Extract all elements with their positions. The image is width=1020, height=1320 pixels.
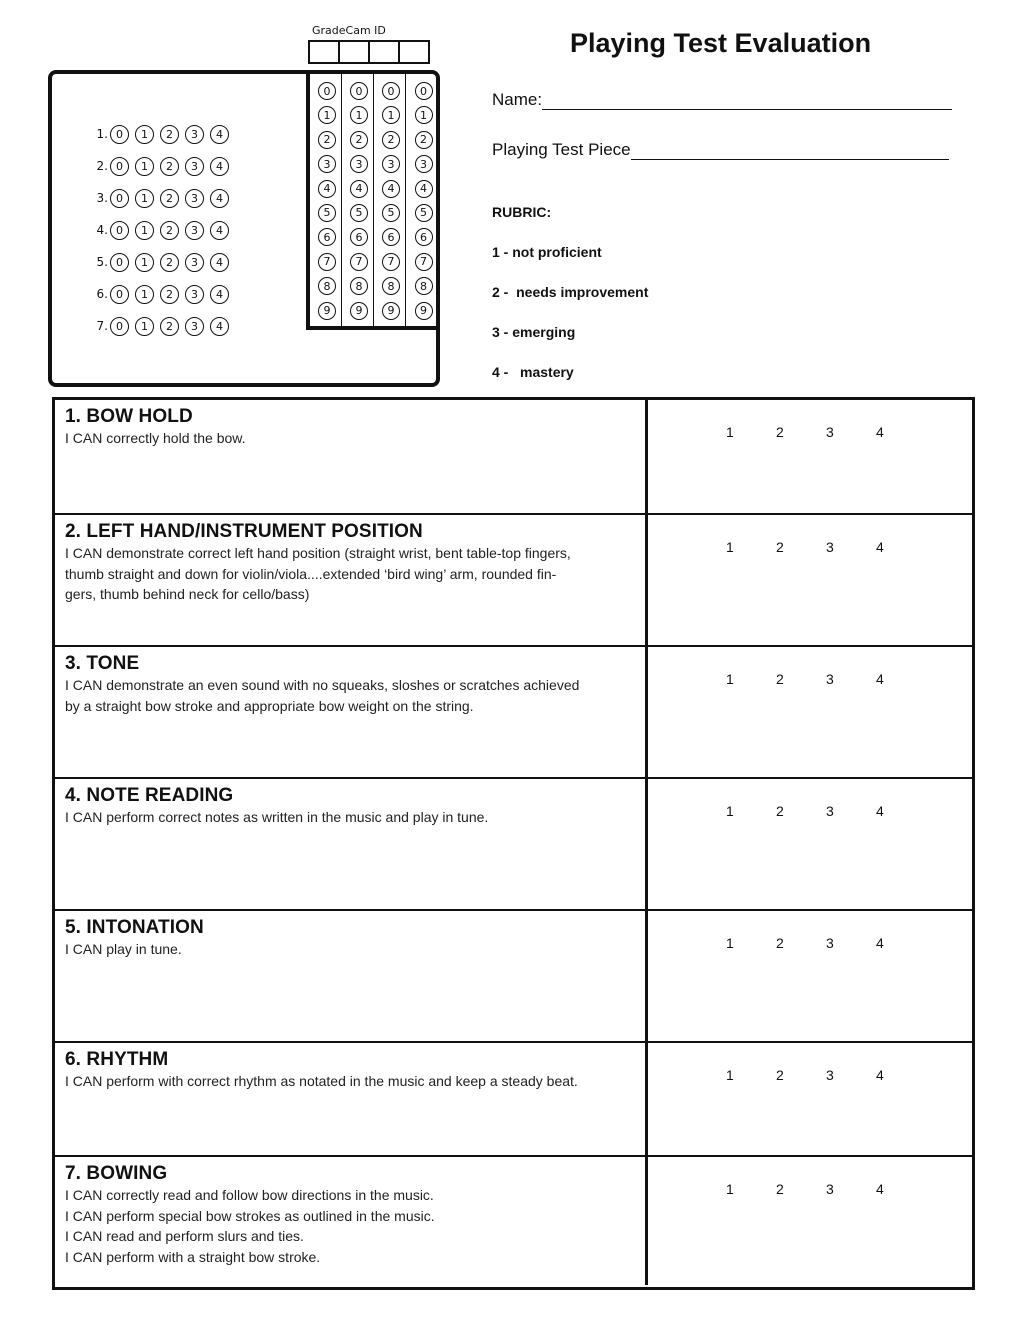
score-option[interactable]: 3: [826, 671, 834, 687]
score-option[interactable]: 4: [876, 803, 884, 819]
name-label: Name:: [492, 90, 543, 109]
score-option[interactable]: 4: [876, 424, 884, 440]
answer-bubble[interactable]: 0: [110, 221, 129, 240]
score-option[interactable]: 1: [726, 1181, 734, 1197]
question-bubble-row: [88, 182, 235, 214]
criteria-desc: gers, thumb behind neck for cello/bass): [65, 586, 310, 602]
id-digit-bubble[interactable]: 1: [318, 106, 336, 124]
answer-bubble[interactable]: 4: [210, 189, 229, 208]
score-cell: [648, 1043, 972, 1155]
answer-bubble[interactable]: 0: [110, 157, 129, 176]
answer-bubble[interactable]: 4: [210, 253, 229, 272]
id-digit-bubble[interactable]: 7: [318, 253, 336, 271]
question-bubble-row: [88, 246, 235, 278]
question-number: 5.: [96, 255, 108, 269]
criteria-text: [55, 1043, 648, 1155]
id-digit-bubble[interactable]: 2: [318, 131, 336, 149]
criteria-desc: I CAN demonstrate correct left hand position (straight wrist, bent table-top fingers,: [65, 545, 571, 561]
answer-bubble[interactable]: 1: [135, 285, 154, 304]
name-field: [492, 90, 952, 110]
score-option[interactable]: 3: [826, 1181, 834, 1197]
criteria-row: [55, 515, 972, 647]
question-number: 3.: [96, 191, 108, 205]
criteria-desc: I CAN play in tune.: [65, 941, 182, 957]
id-digit-bubble[interactable]: 8: [415, 277, 433, 295]
id-digit-bubble[interactable]: 0: [415, 82, 433, 100]
criteria-title: 7. BOWING: [65, 1163, 168, 1184]
id-digit-bubble[interactable]: 8: [350, 277, 368, 295]
id-digit-column: [377, 74, 406, 326]
criteria-row: [55, 1157, 972, 1285]
answer-bubble[interactable]: 3: [185, 189, 204, 208]
score-cell: [648, 911, 972, 1041]
score-cell: [648, 779, 972, 909]
bubble-sheet: [48, 70, 440, 387]
id-digit-column: [345, 74, 374, 326]
id-digit-bubble[interactable]: 3: [382, 155, 400, 173]
criteria-text: [55, 911, 648, 1041]
id-digit-box[interactable]: [368, 40, 400, 64]
id-digit-bubble[interactable]: 3: [318, 155, 336, 173]
answer-bubble[interactable]: 1: [135, 157, 154, 176]
question-bubble-row: [88, 150, 235, 182]
rubric-level: 2 - needs improvement: [492, 284, 649, 300]
answer-bubble[interactable]: 2: [160, 221, 179, 240]
id-digit-bubble[interactable]: 0: [350, 82, 368, 100]
question-bubble-row: [88, 118, 235, 150]
id-digit-bubble[interactable]: 6: [318, 228, 336, 246]
rubric-heading: RUBRIC:: [492, 204, 552, 220]
score-scale: [726, 424, 926, 440]
id-digit-bubble[interactable]: 5: [382, 204, 400, 222]
answer-bubble[interactable]: 2: [160, 157, 179, 176]
question-bubble-row: [88, 214, 235, 246]
score-option[interactable]: 4: [876, 1181, 884, 1197]
criteria-desc: I CAN read and perform slurs and ties.: [65, 1228, 304, 1244]
score-scale: [726, 1067, 926, 1083]
score-option[interactable]: 3: [826, 539, 834, 555]
score-option[interactable]: 2: [776, 671, 784, 687]
answer-bubble[interactable]: 3: [185, 125, 204, 144]
score-option[interactable]: 2: [776, 1181, 784, 1197]
answer-bubble[interactable]: 4: [210, 125, 229, 144]
id-digit-bubble[interactable]: 9: [350, 302, 368, 320]
id-digit-bubble[interactable]: 1: [415, 106, 433, 124]
id-digit-bubble[interactable]: 6: [350, 228, 368, 246]
criteria-desc: I CAN perform with a straight bow stroke.: [65, 1248, 321, 1265]
answer-bubble[interactable]: 4: [210, 221, 229, 240]
id-digit-bubble[interactable]: 1: [350, 106, 368, 124]
id-digit-bubble[interactable]: 0: [382, 82, 400, 100]
score-option[interactable]: 3: [826, 424, 834, 440]
score-option[interactable]: 3: [826, 935, 834, 951]
id-digit-bubble[interactable]: 4: [415, 180, 433, 198]
id-digit-bubble[interactable]: 8: [382, 277, 400, 295]
answer-bubble[interactable]: 0: [110, 253, 129, 272]
page-title: Playing Test Evaluation: [570, 28, 872, 58]
score-scale: [726, 1181, 926, 1197]
criteria-title: 4. NOTE READING: [65, 785, 234, 806]
criteria-desc: by a straight bow stroke and appropriate bow weight on the string.: [65, 697, 474, 714]
id-digit-bubble[interactable]: 2: [350, 131, 368, 149]
id-digit-column: [409, 74, 438, 326]
criteria-title: 3. TONE: [65, 653, 140, 674]
answer-bubble[interactable]: 0: [110, 285, 129, 304]
score-option[interactable]: 4: [876, 539, 884, 555]
question-bubbles: [88, 118, 235, 342]
id-digit-bubble[interactable]: 3: [415, 155, 433, 173]
answer-bubble[interactable]: 1: [135, 253, 154, 272]
criteria-row: [55, 400, 972, 515]
criteria-desc: I CAN perform with correct rhythm as notated in the music and keep a steady beat.: [65, 1073, 578, 1089]
score-cell: [648, 515, 972, 645]
score-cell: [648, 400, 972, 513]
rubric-level: 1 - not proficient: [492, 244, 602, 260]
score-scale: [726, 935, 926, 951]
score-option[interactable]: 1: [726, 1067, 734, 1083]
id-bubble-grid: [306, 74, 440, 330]
score-option[interactable]: 1: [726, 935, 734, 951]
piece-label: Playing Test Piece: [492, 140, 631, 159]
answer-bubble[interactable]: 2: [160, 317, 179, 336]
criteria-text: [55, 515, 648, 645]
answer-bubble[interactable]: 2: [160, 253, 179, 272]
answer-bubble[interactable]: 0: [110, 317, 129, 336]
score-scale: [726, 539, 926, 555]
id-digit-bubble[interactable]: 9: [415, 302, 433, 320]
question-number: 1.: [96, 127, 108, 141]
criteria-row: [55, 1043, 972, 1157]
answer-bubble[interactable]: 2: [160, 285, 179, 304]
score-option[interactable]: 2: [776, 539, 784, 555]
rubric-level: 3 - emerging: [492, 324, 576, 340]
rubric-level: 4 - mastery: [492, 364, 574, 380]
score-scale: [726, 803, 926, 819]
score-option[interactable]: 4: [876, 671, 884, 687]
score-option[interactable]: 3: [826, 803, 834, 819]
criteria-desc: thumb straight and down for violin/viola....extended ‘bird wing’ arm, rounded fin-: [65, 565, 557, 582]
answer-bubble[interactable]: 3: [185, 285, 204, 304]
answer-bubble[interactable]: 0: [110, 189, 129, 208]
score-option[interactable]: 1: [726, 803, 734, 819]
criteria-desc: I CAN perform correct notes as written in the music and play in tune.: [65, 809, 489, 825]
answer-bubble[interactable]: 2: [160, 189, 179, 208]
answer-bubble[interactable]: 3: [185, 157, 204, 176]
id-digit-bubble[interactable]: 7: [350, 253, 368, 271]
id-digit-bubble[interactable]: 5: [415, 204, 433, 222]
id-digit-bubble[interactable]: 3: [350, 155, 368, 173]
id-digit-bubble[interactable]: 5: [318, 204, 336, 222]
score-option[interactable]: 4: [876, 1067, 884, 1083]
criteria-text: [55, 400, 648, 513]
id-digit-bubble[interactable]: 4: [318, 180, 336, 198]
answer-bubble[interactable]: 2: [160, 125, 179, 144]
score-option[interactable]: 2: [776, 935, 784, 951]
id-digit-bubble[interactable]: 6: [382, 228, 400, 246]
id-digit-bubble[interactable]: 8: [318, 277, 336, 295]
id-digit-bubble[interactable]: 6: [415, 228, 433, 246]
id-digit-bubble[interactable]: 4: [382, 180, 400, 198]
criteria-text: [55, 647, 648, 777]
criteria-title: 5. INTONATION: [65, 917, 204, 938]
criteria-row: [55, 911, 972, 1043]
id-digit-bubble[interactable]: 7: [382, 253, 400, 271]
gradecam-id-label: GradeCam ID: [312, 24, 386, 37]
criteria-table: [52, 397, 975, 1290]
question-number: 4.: [96, 223, 108, 237]
score-option[interactable]: 4: [876, 935, 884, 951]
id-digit-bubble[interactable]: 2: [415, 131, 433, 149]
score-option[interactable]: 1: [726, 671, 734, 687]
answer-bubble[interactable]: 1: [135, 189, 154, 208]
id-digit-bubble[interactable]: 4: [350, 180, 368, 198]
answer-bubble[interactable]: 4: [210, 285, 229, 304]
id-digit-bubble[interactable]: 9: [318, 302, 336, 320]
score-scale: [726, 671, 926, 687]
criteria-title: 6. RHYTHM: [65, 1049, 169, 1070]
criteria-desc: I CAN correctly read and follow bow directions in the music.: [65, 1187, 434, 1203]
answer-bubble[interactable]: 1: [135, 125, 154, 144]
id-digit-box[interactable]: [308, 40, 340, 64]
score-option[interactable]: 1: [726, 424, 734, 440]
criteria-text: [55, 779, 648, 909]
score-option[interactable]: 2: [776, 803, 784, 819]
score-option[interactable]: 1: [726, 539, 734, 555]
answer-bubble[interactable]: 4: [210, 317, 229, 336]
criteria-title: 1. BOW HOLD: [65, 406, 193, 427]
answer-bubble[interactable]: 3: [185, 253, 204, 272]
answer-bubble[interactable]: 4: [210, 157, 229, 176]
criteria-desc: I CAN demonstrate an even sound with no squeaks, sloshes or scratches achieved: [65, 677, 580, 693]
gradecam-id-boxes: [308, 40, 430, 64]
score-option[interactable]: 2: [776, 1067, 784, 1083]
id-digit-bubble[interactable]: 7: [415, 253, 433, 271]
piece-line[interactable]: [631, 142, 949, 160]
id-digit-column: [313, 74, 342, 326]
answer-bubble[interactable]: 3: [185, 317, 204, 336]
criteria-row: [55, 779, 972, 911]
id-digit-bubble[interactable]: 0: [318, 82, 336, 100]
piece-field: [492, 140, 949, 160]
question-bubble-row: [88, 278, 235, 310]
question-number: 6.: [96, 287, 108, 301]
id-digit-bubble[interactable]: 5: [350, 204, 368, 222]
id-digit-box[interactable]: [338, 40, 370, 64]
answer-bubble[interactable]: 1: [135, 221, 154, 240]
answer-bubble[interactable]: 0: [110, 125, 129, 144]
criteria-desc: I CAN perform special bow strokes as outlined in the music.: [65, 1207, 435, 1224]
score-option[interactable]: 3: [826, 1067, 834, 1083]
question-bubble-row: [88, 310, 235, 342]
score-cell: [648, 647, 972, 777]
criteria-row: [55, 647, 972, 779]
question-number: 2.: [96, 159, 108, 173]
answer-bubble[interactable]: 1: [135, 317, 154, 336]
id-digit-bubble[interactable]: 2: [382, 131, 400, 149]
id-digit-bubble[interactable]: 9: [382, 302, 400, 320]
criteria-text: [55, 1157, 648, 1285]
criteria-desc: I CAN correctly hold the bow.: [65, 430, 246, 446]
score-cell: [648, 1157, 972, 1285]
id-digit-bubble[interactable]: 1: [382, 106, 400, 124]
score-option[interactable]: 2: [776, 424, 784, 440]
answer-bubble[interactable]: 3: [185, 221, 204, 240]
question-number: 7.: [96, 319, 108, 333]
id-digit-box[interactable]: [398, 40, 430, 64]
criteria-title: 2. LEFT HAND/INSTRUMENT POSITION: [65, 521, 423, 542]
name-line[interactable]: [542, 92, 952, 110]
